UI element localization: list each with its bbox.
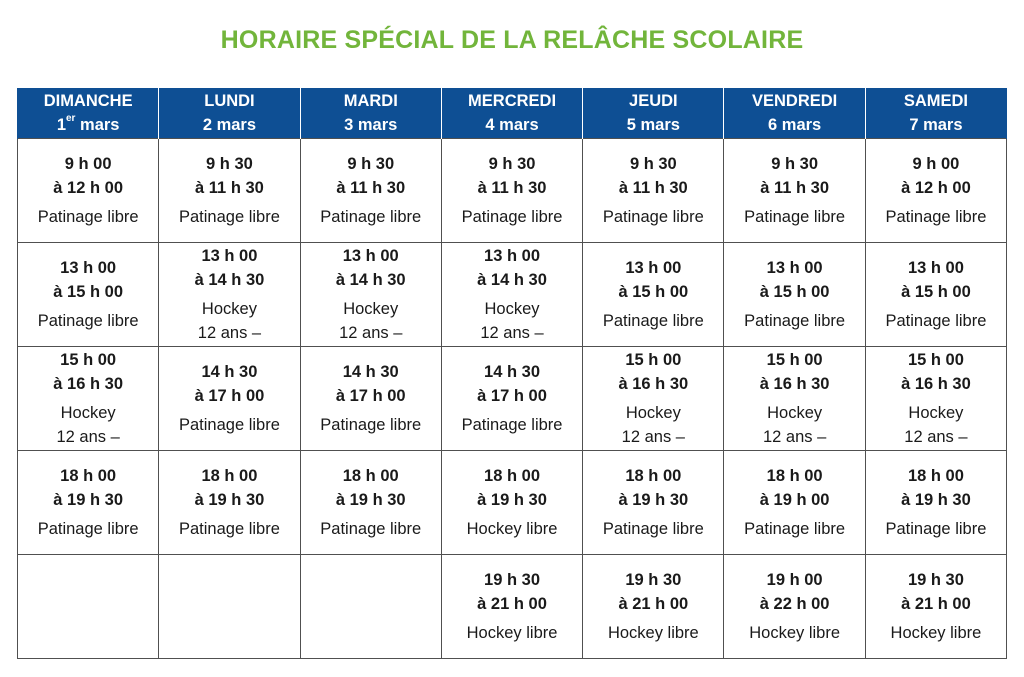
schedule-cell-mardi [300,347,441,451]
end-time: à 21 h 00 [618,595,689,613]
activity [301,297,441,345]
day-name: MERCREDI [468,92,557,110]
header-row [18,88,1007,139]
activity-line: Patinage libre [320,520,422,538]
activity [866,517,1006,541]
start-time: 18 h 00 [484,467,541,485]
activity [442,297,582,345]
end-time: à 12 h 00 [53,179,123,197]
day-date: 2 mars [202,116,257,134]
schedule-cell-lundi [159,243,300,347]
activity-line: Patinage libre [178,208,280,226]
start-time: 13 h 00 [342,247,399,265]
day-name: SAMEDI [903,92,969,110]
end-time: à 15 h 00 [53,283,123,301]
activity-line: Patinage libre [885,520,987,538]
schedule-cell-jeudi [583,451,724,555]
activity-line: Hockey [625,404,681,422]
activity [18,517,158,541]
activity-line: Patinage libre [461,208,563,226]
activity [866,621,1006,645]
schedule-cell-lundi [159,139,300,243]
activity-line: Hockey libre [466,520,558,538]
table-row [18,347,1007,451]
end-time: à 15 h 00 [618,283,689,301]
end-time: à 19 h 30 [901,491,971,509]
date-month: mars [75,116,120,134]
activity-line: Hockey libre [890,624,982,642]
start-time: 13 h 00 [201,247,258,265]
header-cell-vendredi [724,88,865,139]
schedule-cell-mercredi [441,555,582,659]
activity-line: Hockey [60,404,116,422]
schedule-cell-vendredi [724,451,865,555]
activity-line: 12 ans – [480,324,544,342]
schedule-cell-samedi [865,347,1006,451]
end-time: à 19 h 30 [194,491,265,509]
activity-line: Patinage libre [178,520,280,538]
schedule-cell-lundi [159,555,300,659]
header-cell-dimanche [18,88,159,139]
end-time: à 15 h 00 [901,283,971,301]
schedule-cell-vendredi [724,243,865,347]
activity [301,517,441,541]
end-time: à 11 h 30 [477,179,547,197]
activity-line: Patinage libre [37,208,139,226]
schedule-cell-mardi [300,555,441,659]
end-time: à 12 h 00 [901,179,971,197]
schedule-cell-samedi [865,451,1006,555]
activity-line: Patinage libre [602,312,704,330]
header-cell-samedi [865,88,1006,139]
activity [159,413,299,437]
end-time: à 19 h 30 [618,491,689,509]
start-time: 18 h 00 [60,467,117,485]
activity [301,205,441,229]
activity-line: Hockey libre [466,624,558,642]
start-time: 13 h 00 [625,259,682,277]
activity [18,309,158,333]
end-time: à 19 h 30 [53,491,123,509]
start-time: 18 h 00 [342,467,399,485]
table-row [18,451,1007,555]
schedule-cell-dimanche [18,139,159,243]
day-name: MARDI [343,92,398,110]
day-date: 5 mars [626,116,680,134]
schedule-cell-samedi [865,555,1006,659]
start-time: 15 h 00 [625,351,682,369]
activity-line: Patinage libre [885,312,987,330]
start-time: 9 h 00 [912,155,960,173]
day-date: 7 mars [909,116,963,134]
schedule-cell-dimanche [18,243,159,347]
start-time: 9 h 30 [347,155,395,173]
start-time: 19 h 00 [766,571,823,589]
start-time: 19 h 30 [625,571,682,589]
end-time: à 17 h 00 [194,387,265,405]
activity-line: Patinage libre [37,520,139,538]
start-time: 15 h 00 [60,351,117,369]
start-time: 14 h 30 [484,363,541,381]
activity-line: 12 ans – [56,428,120,446]
end-time: à 16 h 30 [901,375,971,393]
activity [159,517,299,541]
activity-line: Patinage libre [320,416,422,434]
activity-line: 12 ans – [197,324,262,342]
schedule-cell-jeudi [583,555,724,659]
start-time: 14 h 30 [201,363,258,381]
schedule-cell-mardi [300,451,441,555]
start-time: 15 h 00 [907,351,964,369]
start-time: 9 h 30 [771,155,819,173]
activity-line: Patinage libre [320,208,422,226]
schedule-cell-mardi [300,243,441,347]
day-date: 6 mars [768,116,822,134]
end-time: à 19 h 30 [477,491,547,509]
activity-line: 12 ans – [762,428,827,446]
end-time: à 16 h 30 [759,375,830,393]
end-time: à 11 h 30 [618,179,688,197]
activity [583,309,723,333]
activity-line: Patinage libre [744,208,846,226]
activity [442,517,582,541]
end-time: à 11 h 30 [336,179,406,197]
start-time: 19 h 30 [907,571,964,589]
start-time: 15 h 00 [766,351,823,369]
date-number: 1 [56,116,66,134]
page-title: HORAIRE SPÉCIAL DE LA RELÂCHE SCOLAIRE [220,26,804,54]
activity [442,205,582,229]
schedule-cell-dimanche [18,347,159,451]
end-time: à 19 h 30 [335,491,406,509]
schedule-cell-mercredi [441,243,582,347]
activity-line: Hockey libre [749,624,841,642]
schedule-cell-jeudi [583,243,724,347]
end-time: à 14 h 30 [477,271,547,289]
activity [442,413,582,437]
schedule-table [17,88,1007,659]
start-time: 13 h 00 [484,247,541,265]
activity [18,205,158,229]
day-date: 4 mars [485,116,539,134]
start-time: 13 h 00 [766,259,823,277]
header-cell-jeudi [583,88,724,139]
end-time: à 14 h 30 [194,271,265,289]
start-time: 14 h 30 [342,363,399,381]
activity [866,401,1006,449]
day-date: 3 mars [344,116,398,134]
start-time: 19 h 30 [484,571,541,589]
end-time: à 17 h 00 [335,387,406,405]
schedule-body [18,139,1007,659]
schedule-cell-mercredi [441,139,582,243]
end-time: à 22 h 00 [759,595,830,613]
day-name: LUNDI [204,92,255,110]
table-row [18,555,1007,659]
end-time: à 17 h 00 [477,387,547,405]
activity [18,401,158,449]
schedule-cell-lundi [159,451,300,555]
activity-line: 12 ans – [339,324,403,342]
schedule-cell-lundi [159,347,300,451]
start-time: 18 h 00 [907,467,964,485]
end-time: à 19 h 00 [759,491,830,509]
header-cell-mercredi [441,88,582,139]
schedule-cell-jeudi [583,139,724,243]
activity [866,205,1006,229]
activity [159,297,299,345]
start-time: 13 h 00 [60,259,117,277]
activity-line: Patinage libre [602,520,704,538]
start-time: 18 h 00 [625,467,682,485]
header-cell-lundi [159,88,300,139]
day-date [18,113,158,137]
activity [583,205,723,229]
activity-line: Hockey [484,300,540,318]
schedule-cell-vendredi [724,555,865,659]
activity-line: Hockey [908,404,964,422]
activity [442,621,582,645]
end-time: à 21 h 00 [901,595,971,613]
end-time: à 21 h 00 [477,595,547,613]
day-name: VENDREDI [752,92,838,110]
activity [583,517,723,541]
activity [724,621,864,645]
schedule-cell-mercredi [441,451,582,555]
schedule-cell-jeudi [583,347,724,451]
activity-line: Hockey libre [607,624,699,642]
activity-line: Hockey [343,300,399,318]
activity-line: Patinage libre [178,416,280,434]
activity-line: Patinage libre [744,520,846,538]
schedule-cell-dimanche [18,451,159,555]
activity [866,309,1006,333]
date-ordinal: er [66,112,76,124]
header-cell-mardi [300,88,441,139]
day-name: JEUDI [629,92,678,110]
activity-line: Patinage libre [602,208,704,226]
end-time: à 11 h 30 [760,179,830,197]
activity [159,205,299,229]
schedule-cell-mercredi [441,347,582,451]
start-time: 9 h 30 [206,155,253,173]
activity-line: 12 ans – [621,428,685,446]
activity-line: Patinage libre [37,312,139,330]
activity [583,401,723,449]
start-time: 9 h 30 [488,155,536,173]
start-time: 9 h 00 [64,155,112,173]
activity [724,309,864,333]
schedule-cell-mardi [300,139,441,243]
schedule-cell-samedi [865,139,1006,243]
schedule-cell-dimanche [18,555,159,659]
activity-line: 12 ans – [904,428,968,446]
activity-line: Hockey [767,404,823,422]
table-row [18,243,1007,347]
activity [724,517,864,541]
activity [583,621,723,645]
activity-line: Patinage libre [885,208,987,226]
start-time: 18 h 00 [201,467,258,485]
activity-line: Patinage libre [744,312,846,330]
end-time: à 16 h 30 [53,375,123,393]
activity [724,205,864,229]
start-time: 13 h 00 [907,259,964,277]
start-time: 9 h 30 [629,155,677,173]
day-name: DIMANCHE [43,92,133,110]
activity-line: Hockey [201,300,257,318]
schedule-cell-samedi [865,243,1006,347]
schedule-cell-vendredi [724,347,865,451]
activity-line: Patinage libre [461,416,563,434]
schedule-cell-vendredi [724,139,865,243]
end-time: à 14 h 30 [335,271,406,289]
end-time: à 16 h 30 [618,375,689,393]
activity [301,413,441,437]
activity [724,401,864,449]
end-time: à 15 h 00 [759,283,830,301]
end-time: à 11 h 30 [195,179,264,197]
start-time: 18 h 00 [766,467,823,485]
table-row [18,139,1007,243]
